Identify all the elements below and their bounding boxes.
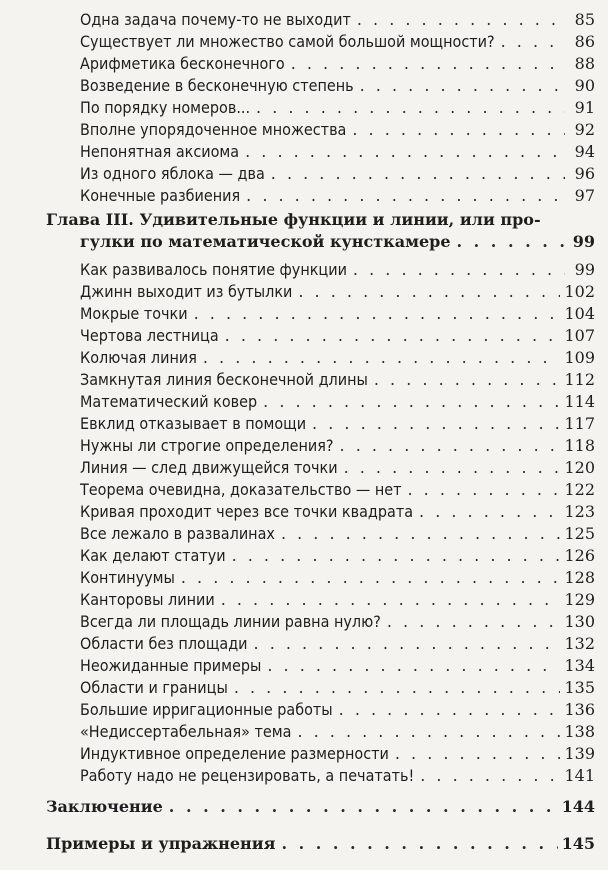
toc-entry [80, 391, 595, 413]
leader-dots [234, 677, 561, 699]
toc-entry-title: Континуумы [80, 568, 175, 587]
toc-entry [80, 457, 595, 479]
leader-dots [169, 796, 558, 818]
toc-entry [80, 31, 595, 53]
leader-dots [297, 721, 560, 743]
toc-entry [80, 75, 595, 97]
leader-dots [353, 259, 565, 281]
leader-dots [291, 53, 565, 75]
toc-entry-title: Канторовы линии [80, 590, 215, 609]
toc-entry-title: Работу надо не рецензировать, а печатать! [80, 766, 415, 785]
leader-dots [181, 567, 561, 589]
toc-exercises-title: Примеры и упражнения [46, 834, 276, 853]
toc-entry-title: Конечные разбиения [80, 186, 241, 205]
toc-entry-title: Евклид отказывает в помощи [80, 414, 307, 433]
toc-entry [80, 611, 595, 633]
toc-entry-title: Области и границы [80, 678, 228, 697]
leader-dots [256, 97, 565, 119]
chapter-heading-title: гулки по математической кунсткамере [80, 232, 451, 251]
leader-dots [221, 589, 561, 611]
toc-entry-page: 139 [564, 744, 595, 763]
toc-exercises-page: 145 [561, 834, 595, 853]
toc-entry [80, 281, 595, 303]
toc-entry [80, 53, 595, 75]
toc-entry-page: 96 [574, 164, 595, 183]
toc-entry-title: Мокрые точки [80, 304, 188, 323]
toc-entry-title: Замкнутая линия бесконечной длины [80, 370, 368, 389]
toc-entry [80, 303, 595, 325]
toc-entry-title: Теорема очевидна, доказательство — нет [80, 480, 402, 499]
toc-entry [80, 655, 595, 677]
toc-entry [80, 97, 595, 119]
leader-dots [194, 303, 561, 325]
leader-dots [374, 369, 561, 391]
toc-entry [80, 545, 595, 567]
toc-entry-title: Одна задача почему-то не выходит [80, 10, 351, 29]
toc-entry-title: Математический ковер [80, 392, 258, 411]
toc-entry [80, 677, 595, 699]
toc-entry-title: Нужны ли строгие определения? [80, 436, 334, 455]
leader-dots [245, 141, 565, 163]
toc-entry-page: 112 [564, 370, 595, 389]
toc-entry-page: 128 [564, 568, 595, 587]
leader-dots [254, 633, 561, 655]
toc-entry-title: Области без площади [80, 634, 248, 653]
toc-entry-page: 130 [564, 612, 595, 631]
toc-entry [80, 325, 595, 347]
toc-entry-page: 99 [574, 260, 595, 279]
toc-entry [80, 259, 595, 281]
toc-entry-page: 88 [574, 54, 595, 73]
leader-dots [225, 325, 561, 347]
toc-entry [80, 567, 595, 589]
chapter-heading-line1: Глава III. Удивительные функции и линии, или про- [46, 210, 541, 229]
toc-entry-page: 94 [574, 142, 595, 161]
toc-conclusion-title: Заключение [46, 797, 163, 816]
toc-entry [80, 347, 595, 369]
toc-entry-title: Большие ирригационные работы [80, 700, 333, 719]
toc-entry-page: 118 [564, 436, 595, 455]
leader-dots [360, 75, 565, 97]
toc-entry-page: 86 [574, 32, 595, 51]
toc-entry-title: Джинн выходит из бутылки [80, 282, 293, 301]
toc-entry-page: 104 [564, 304, 595, 323]
toc-conclusion [46, 796, 595, 818]
leader-dots [352, 119, 565, 141]
leader-dots [267, 655, 560, 677]
toc-entry-page: 97 [574, 186, 595, 205]
toc-entry-title: Все лежало в развалинах [80, 524, 275, 543]
toc-entry [80, 185, 595, 207]
leader-dots [457, 231, 565, 253]
toc-entry-title: Из одного яблока — два [80, 164, 265, 183]
leader-dots [501, 31, 565, 53]
toc-entry-title: Линия — след движущейся точки [80, 458, 338, 477]
leader-dots [281, 833, 557, 855]
toc-entry [80, 501, 595, 523]
toc-entry [80, 479, 595, 501]
leader-dots [271, 163, 565, 185]
leader-dots [263, 391, 560, 413]
toc-entry [80, 765, 595, 787]
toc-entry-page: 135 [564, 678, 595, 697]
leader-dots [420, 765, 560, 787]
toc-conclusion-page: 144 [561, 797, 595, 816]
toc-entry-title: Непонятная аксиома [80, 142, 240, 161]
toc-entry-page: 91 [574, 98, 595, 117]
toc-entry-title: «Недиссертабельная» тема [80, 722, 292, 741]
toc-entry [80, 119, 595, 141]
toc-entry-page: 138 [564, 722, 595, 741]
toc-entry [80, 163, 595, 185]
leader-dots [340, 435, 561, 457]
toc-entry-page: 136 [564, 700, 595, 719]
leader-dots [203, 347, 561, 369]
chapter-heading-line2 [80, 231, 595, 253]
toc-entry-page: 125 [564, 524, 595, 543]
toc-entry [80, 141, 595, 163]
leader-dots [344, 457, 561, 479]
leader-dots [298, 281, 560, 303]
toc-entry-title: Индуктивное определение размерности [80, 744, 389, 763]
leader-dots [395, 743, 561, 765]
toc-entry-title: Кривая проходит через все точки квадрата [80, 502, 414, 521]
toc-entry-page: 132 [564, 634, 595, 653]
toc-entry-page: 126 [564, 546, 595, 565]
toc-entry-title: Как делают статуи [80, 546, 226, 565]
toc-entry-title: Чертова лестница [80, 326, 219, 345]
toc-entry-title: Арифметика бесконечного [80, 54, 285, 73]
toc-entry-page: 120 [564, 458, 595, 477]
toc-entry-title: Колючая линия [80, 348, 197, 367]
leader-dots [232, 545, 561, 567]
toc-entry-page: 141 [564, 766, 595, 785]
toc-entry [80, 9, 595, 31]
leader-dots [408, 479, 561, 501]
toc-entry-page: 109 [564, 348, 595, 367]
chapter-heading-page: 99 [572, 232, 595, 251]
toc-entry-page: 117 [564, 414, 595, 433]
toc-entry-title: Неожиданные примеры [80, 656, 262, 675]
toc-entry [80, 589, 595, 611]
toc-entry-page: 107 [564, 326, 595, 345]
toc-entry-title: Существует ли множество самой большой мощности? [80, 32, 495, 51]
toc-entry-title: Вполне упорядоченное множества [80, 120, 347, 139]
toc-entry-page: 102 [564, 282, 595, 301]
toc-entry-title: По порядку номеров... [80, 98, 251, 117]
leader-dots [281, 523, 561, 545]
toc-entry [80, 743, 595, 765]
toc-entry-page: 129 [564, 590, 595, 609]
toc-entry-title: Как развивалось понятие функции [80, 260, 347, 279]
toc-exercises [46, 833, 595, 855]
leader-dots [419, 501, 560, 523]
toc-entry-page: 123 [564, 502, 595, 521]
toc-entry-page: 90 [574, 76, 595, 95]
toc-entry-title: Возведение в бесконечную степень [80, 76, 354, 95]
toc-entry [80, 633, 595, 655]
leader-dots [387, 611, 561, 633]
toc-entry [80, 721, 595, 743]
toc-entry-page: 134 [564, 656, 595, 675]
toc-entry [80, 699, 595, 721]
leader-dots [312, 413, 560, 435]
toc-entry-page: 122 [564, 480, 595, 499]
toc-entry-page: 92 [574, 120, 595, 139]
toc-entry [80, 369, 595, 391]
toc-entry [80, 523, 595, 545]
leader-dots [339, 699, 561, 721]
toc-entry-title: Всегда ли площадь линии равна нулю? [80, 612, 381, 631]
toc-entry [80, 435, 595, 457]
toc-entry [80, 413, 595, 435]
leader-dots [246, 185, 565, 207]
toc-entry-page: 114 [564, 392, 595, 411]
toc-entry-page: 85 [574, 10, 595, 29]
leader-dots [357, 9, 565, 31]
